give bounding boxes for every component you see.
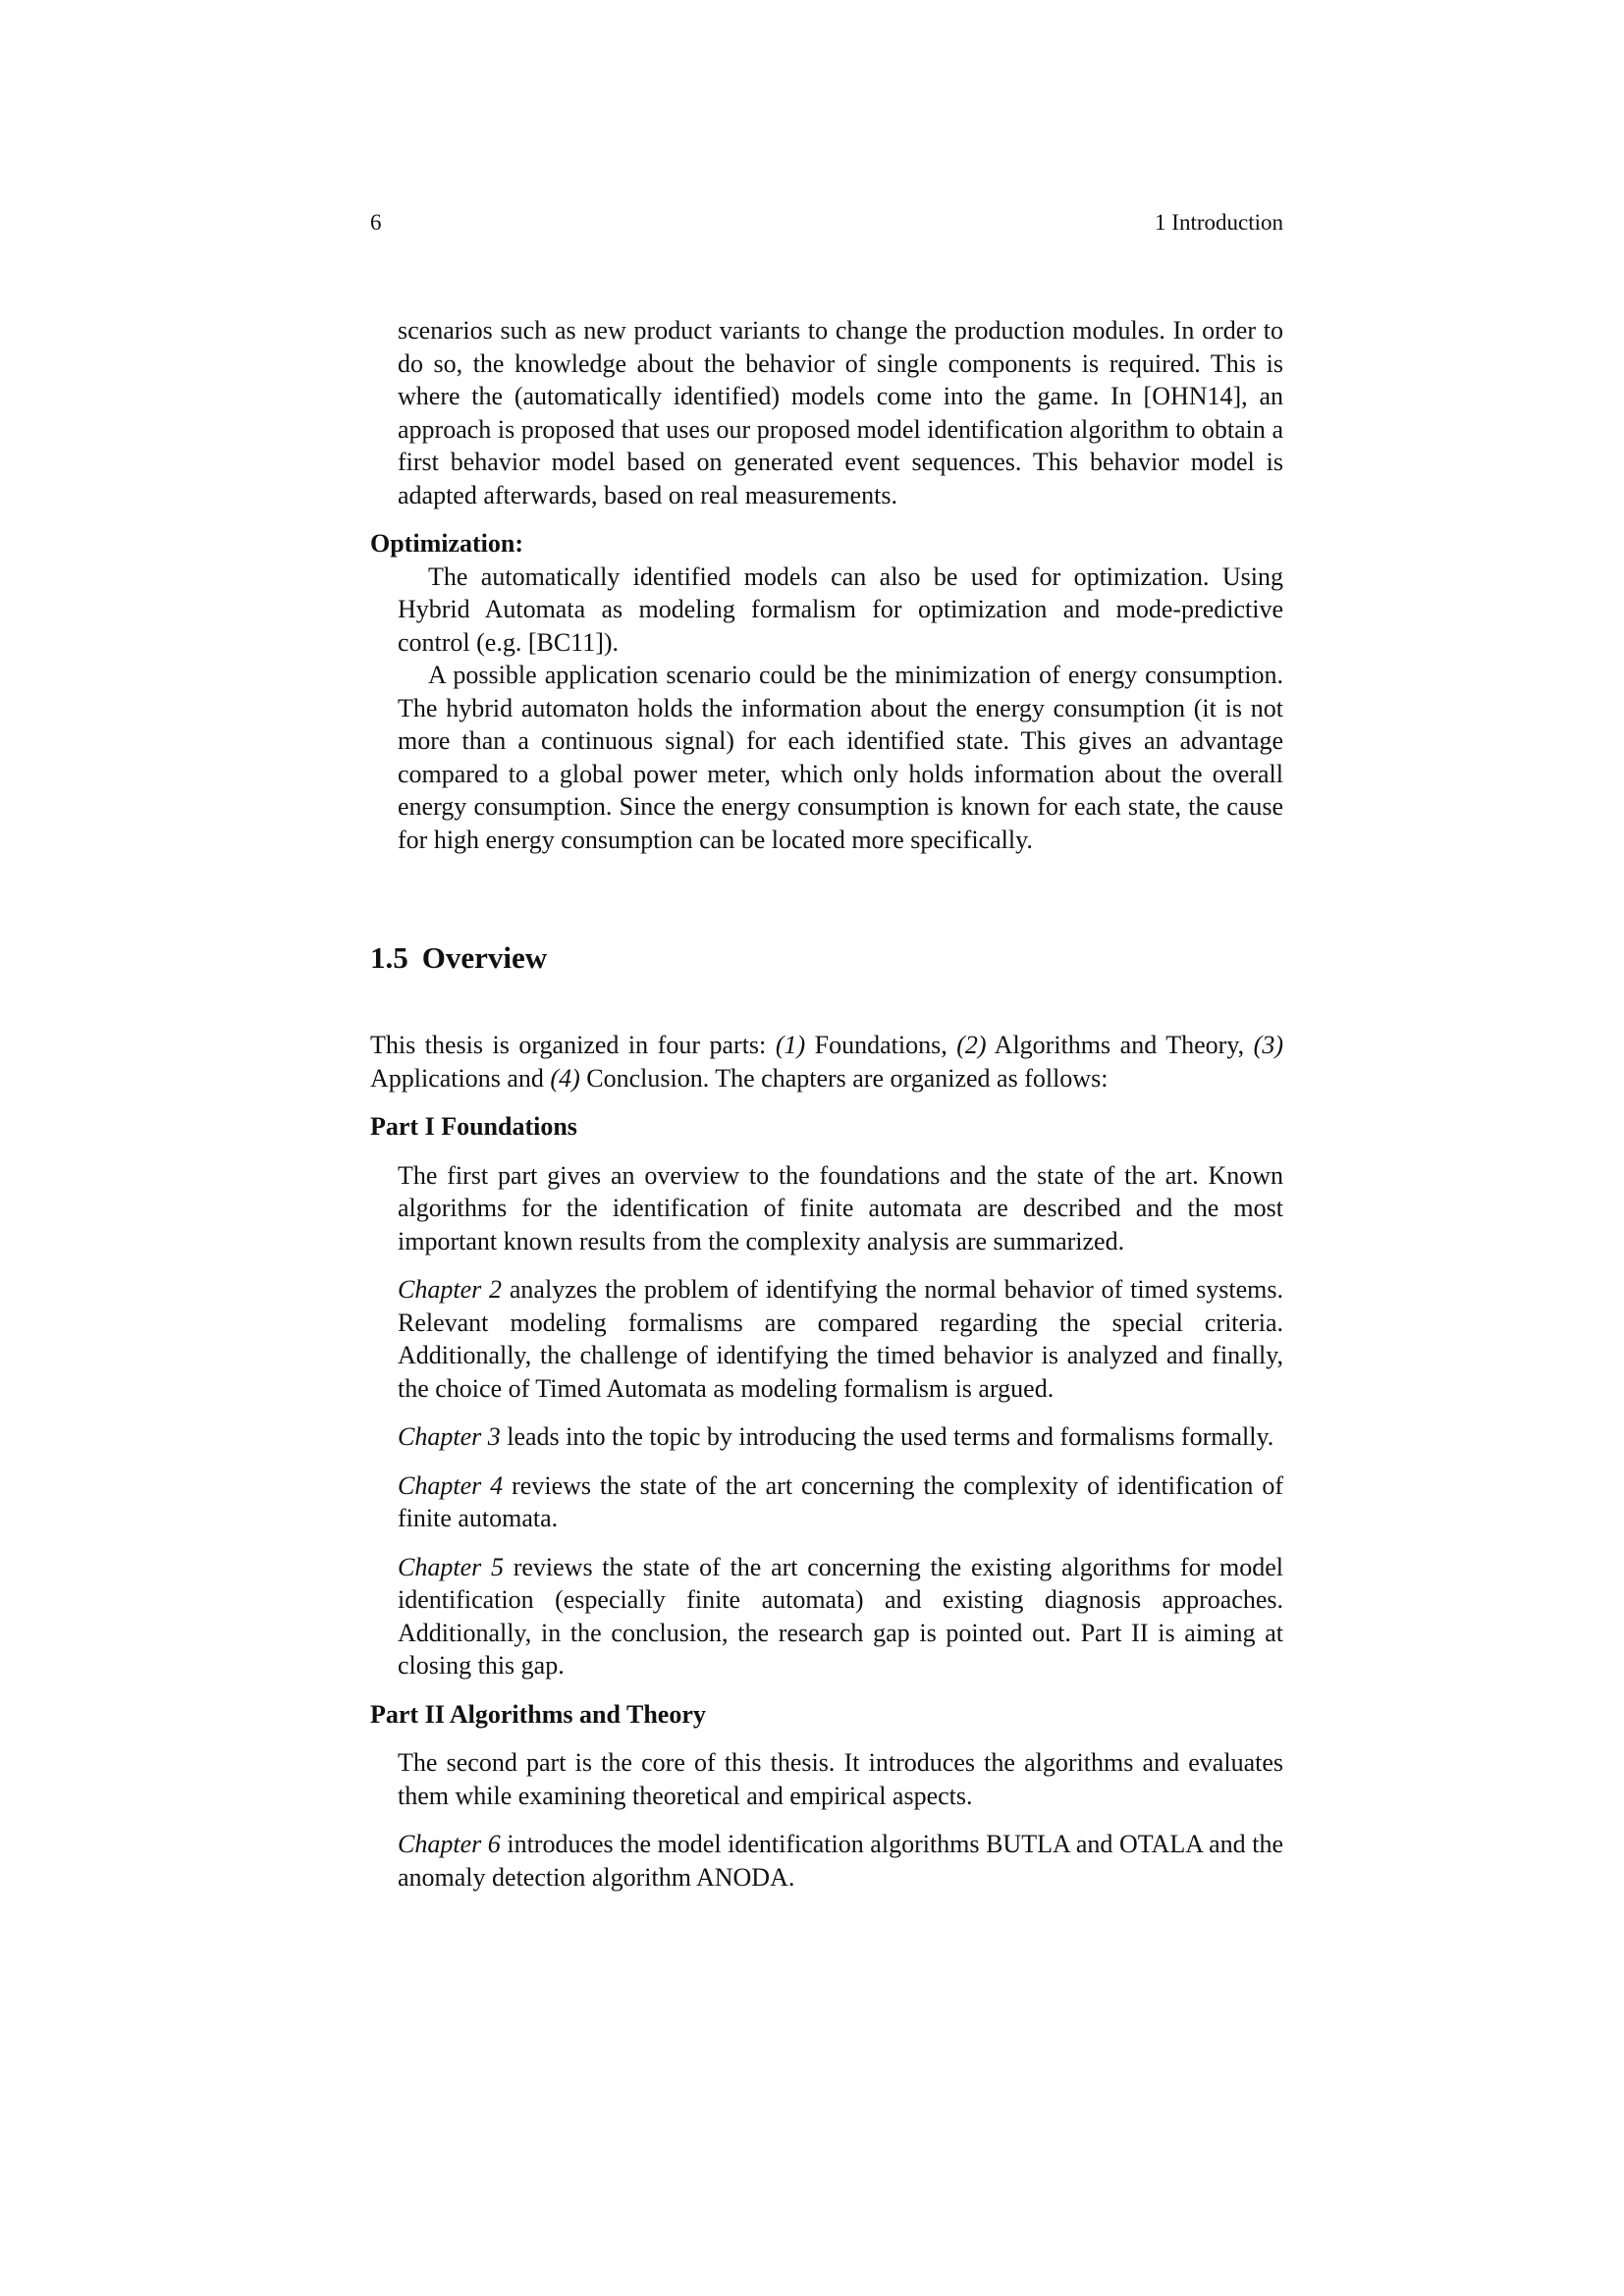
part-2-heading: Part II Algorithms and Theory [370, 1699, 706, 1729]
section-number: 1.5 [370, 940, 408, 975]
part-2-summary: The second part is the core of this thesis. It introduces the algorithms and evaluates them while examining theoretical and empirical aspects. [398, 1748, 1283, 1810]
overview-intro-paragraph [370, 1029, 1283, 1095]
chapter-6-description [398, 1828, 1283, 1894]
intro-num-2: (2) [956, 1031, 987, 1059]
section-heading [370, 938, 1283, 978]
chapter-label: Chapter 4 [398, 1470, 504, 1500]
chapter-4-description [398, 1469, 1283, 1535]
part-1-body [398, 1159, 1283, 1682]
running-head [370, 208, 1283, 238]
intro-num-1: (1) [775, 1031, 806, 1059]
chapter-text: reviews the state of the art concerning the complexity of identification of finite automata. [398, 1470, 1283, 1532]
part-1-summary: The first part gives an overview to the foundations and the state of the art. Known algorithms for the identification of finite automata are described and the most important known results from the complexity analysis are summarized. [398, 1160, 1283, 1255]
optimization-paragraph-2: A possible application scenario could be the minimization of energy consumption. The hybrid automaton holds the information about the energy consumption (it is not more than a continuous signal) for each identified state. This gives an advantage compared to a global power meter, which only holds information about the overall energy consumption. Since the energy consumption is known for each state, the cause for high energy consumption can be located more specifically. [398, 661, 1283, 854]
chapter-label: Chapter 6 [398, 1830, 501, 1858]
page-number: 6 [370, 210, 382, 235]
intro-num-4: (4) [550, 1063, 580, 1093]
chapter-text: leads into the topic by introducing the used terms and formalisms formally. [500, 1422, 1274, 1451]
optimization-paragraph-1: The automatically identified models can also be used for optimization. Using Hybrid Automata as modeling formalism for optimization and mode-predictive control (e.g. [BC11]). [398, 561, 1283, 657]
intro-text-5: Conclusion. The chapters are organized as follows: [579, 1063, 1109, 1093]
chapter-text: reviews the state of the art concerning the existing algorithms for model identification (especially finite automata) and existing diagnosis approaches. Additionally, in the conclusion, the research gap is pointed out. Part II is aiming at closing this gap. [398, 1552, 1283, 1680]
intro-text-1: This thesis is organized in four parts: [370, 1031, 776, 1059]
chapter-label: Chapter 2 [398, 1275, 503, 1304]
optimization-block [398, 561, 1283, 857]
intro-text-3: Algorithms and Theory, [986, 1031, 1254, 1059]
part-2-body [398, 1746, 1283, 1894]
optimization-label: Optimization: [370, 529, 523, 558]
intro-text-4: Applications and [370, 1063, 551, 1093]
chapter-text: analyzes the problem of identifying the normal behavior of timed systems. Relevant modeling formalisms are compared regarding the special criteria. Additionally, the challenge of identifying the timed behavior is analyzed and finally, the choice of Timed Automata as modeling formalism is argued. [398, 1275, 1283, 1403]
chapter-2-description [398, 1273, 1283, 1405]
book-page [370, 208, 1283, 1894]
chapter-3-description [398, 1420, 1283, 1454]
chapter-text: introduces the model identification algorithms BUTLA and OTALA and the anomaly detection algorithm ANODA. [398, 1830, 1283, 1892]
continuation-paragraph: scenarios such as new product variants to change the production modules. In order to do so, the knowledge about the behavior of single components is required. This is where the (automatically identified) models come into the game. In [OHN14], an approach is proposed that uses our proposed model identification algorithm to obtain a first behavior model based on generated event sequences. This behavior model is adapted afterwards, based on real measurements. [398, 316, 1283, 509]
continuation-block [398, 314, 1283, 511]
intro-num-3: (3) [1253, 1031, 1283, 1059]
running-title: 1 Introduction [1155, 210, 1283, 235]
chapter-label: Chapter 5 [398, 1552, 504, 1581]
section-title: Overview [421, 940, 548, 975]
part-1-heading: Part I Foundations [370, 1112, 577, 1141]
intro-text-2: Foundations, [805, 1031, 957, 1059]
chapter-5-description [398, 1551, 1283, 1682]
chapter-label: Chapter 3 [398, 1422, 501, 1451]
page-body [370, 314, 1283, 1894]
